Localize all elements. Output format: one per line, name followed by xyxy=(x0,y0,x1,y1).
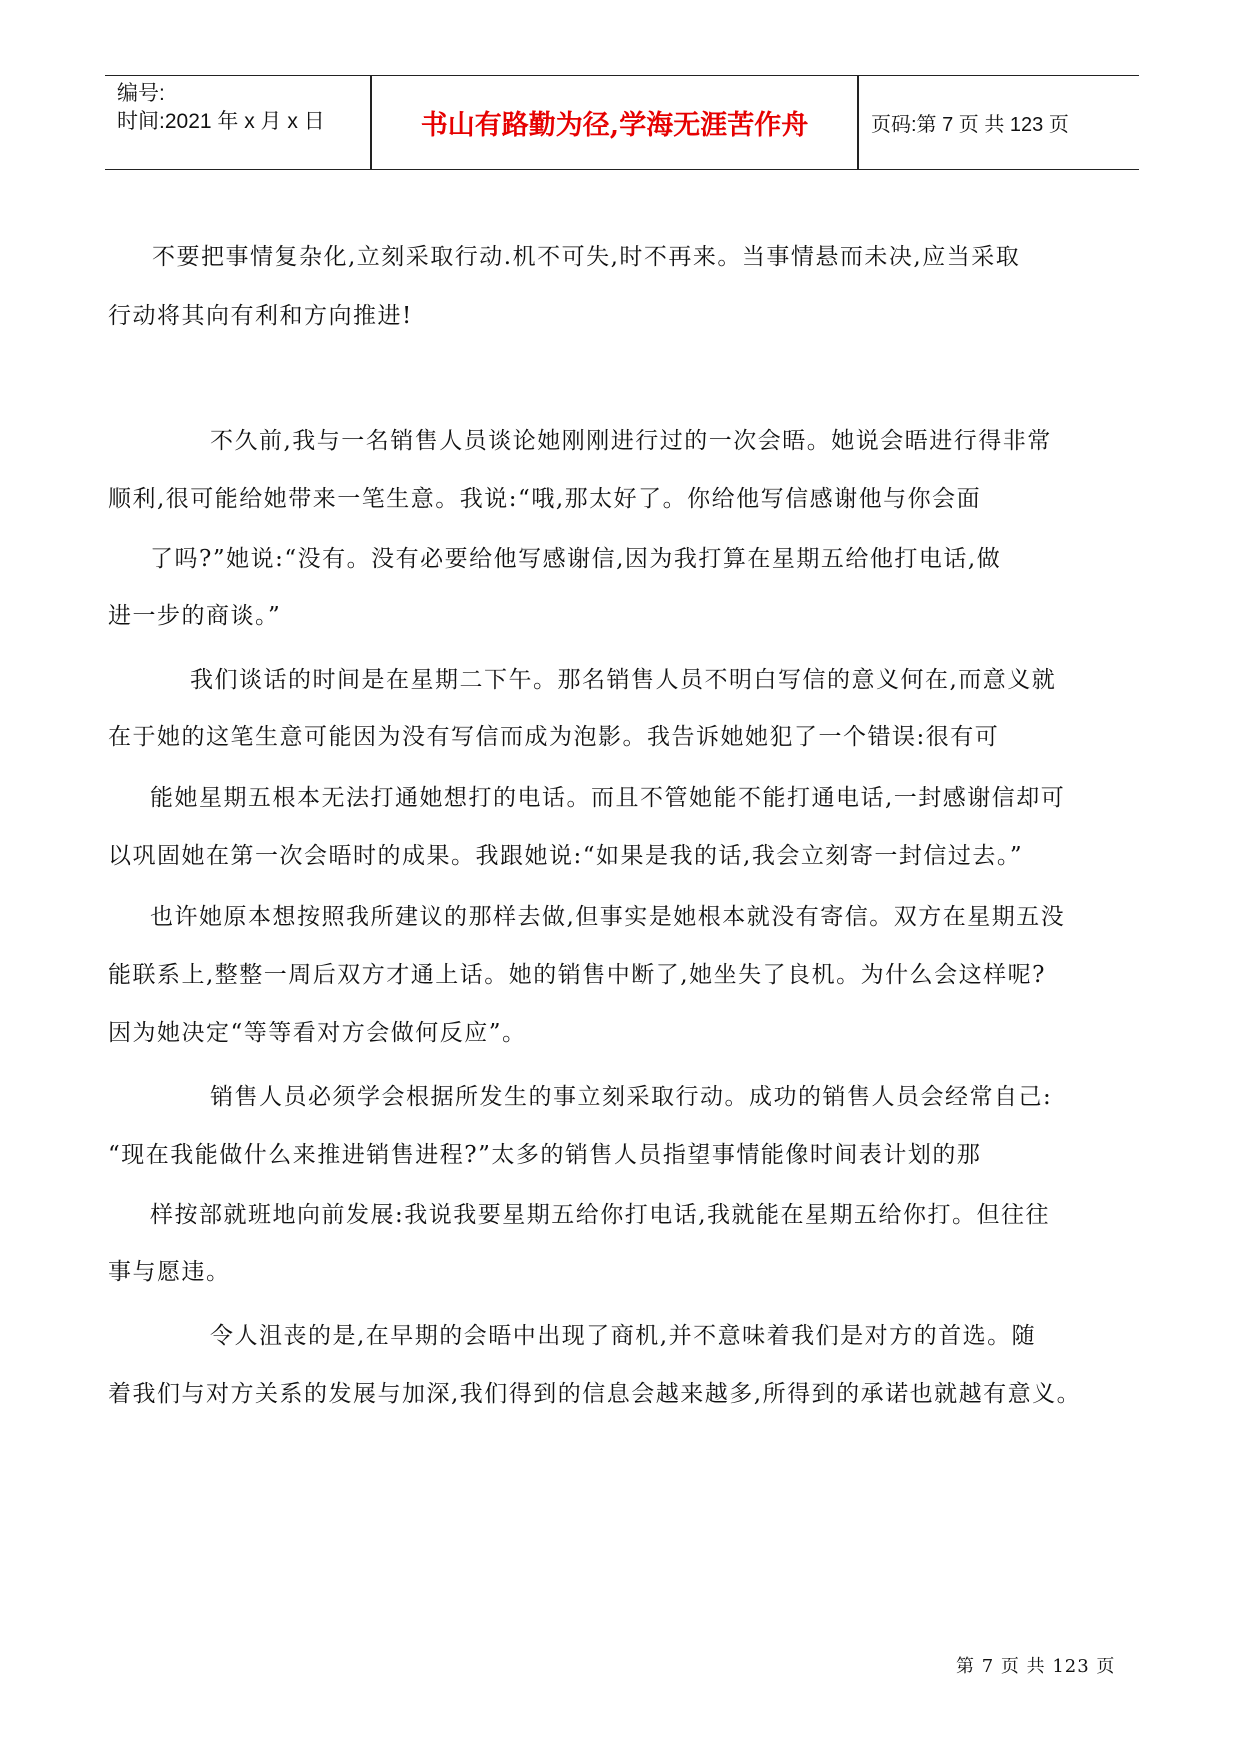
text-line: 也许她原本想按照我所建议的那样去做,但事实是她根本就没有寄信。双方在星期五没 xyxy=(150,904,1066,930)
text-line: 进一步的商谈。” xyxy=(108,603,282,629)
page-header xyxy=(105,75,1139,170)
header-slogan: 书山有路勤为径,学海无涯苦作舟 xyxy=(420,110,809,141)
number-label: 编号: xyxy=(117,82,165,105)
text-line: 令人沮丧的是,在早期的会晤中出现了商机,并不意味着我们是对方的首选。随 xyxy=(210,1323,1037,1349)
text-line: “现在我能做什么来推进销售进程?”太多的销售人员指望事情能像时间表计划的那 xyxy=(108,1142,982,1168)
header-page-info: 页码:第 7 页 共 123 页 xyxy=(871,114,1069,136)
text-line: 能联系上,整整一周后双方才通上话。她的销售中断了,她坐失了良机。为什么会这样呢? xyxy=(108,962,1046,988)
text-line: 顺利,很可能给她带来一笔生意。我说:“哦,那太好了。你给他写信感谢他与你会面 xyxy=(108,486,982,512)
text-line: 我们谈话的时间是在星期二下午。那名销售人员不明白写信的意义何在,而意义就 xyxy=(190,667,1057,693)
text-line: 了吗?”她说:“没有。没有必要给他写感谢信,因为我打算在星期五给他打电话,做 xyxy=(150,546,1002,572)
time-label: 时间:2021 年 x 月 x 日 xyxy=(117,110,325,133)
text-line: 在于她的这笔生意可能因为没有写信而成为泡影。我告诉她她犯了一个错误:很有可 xyxy=(108,724,1000,750)
text-line: 不要把事情复杂化,立刻采取行动.机不可失,时不再来。当事情悬而未决,应当采取 xyxy=(152,244,1021,270)
text-line: 因为她决定“等等看对方会做何反应”。 xyxy=(108,1020,527,1046)
text-line: 销售人员必须学会根据所发生的事立刻采取行动。成功的销售人员会经常自己: xyxy=(210,1084,1053,1110)
text-line: 行动将其向有利和方向推进! xyxy=(108,303,413,329)
text-line: 以巩固她在第一次会晤时的成果。我跟她说:“如果是我的话,我会立刻寄一封信过去。” xyxy=(108,843,1024,869)
text-line: 着我们与对方关系的发展与加深,我们得到的信息会越来越多,所得到的承诺也就越有意义。 xyxy=(108,1381,1082,1407)
page-footer: 第 7 页 共 123 页 xyxy=(956,1656,1116,1677)
text-line: 事与愿违。 xyxy=(108,1259,231,1285)
text-line: 样按部就班地向前发展:我说我要星期五给你打电话,我就能在星期五给你打。但往往 xyxy=(150,1202,1051,1228)
text-line: 不久前,我与一名销售人员谈论她刚刚进行过的一次会晤。她说会晤进行得非常 xyxy=(210,428,1052,454)
text-line: 能她星期五根本无法打通她想打的电话。而且不管她能不能打通电话,一封感谢信却可 xyxy=(150,785,1066,811)
header-divider-right xyxy=(857,76,859,169)
